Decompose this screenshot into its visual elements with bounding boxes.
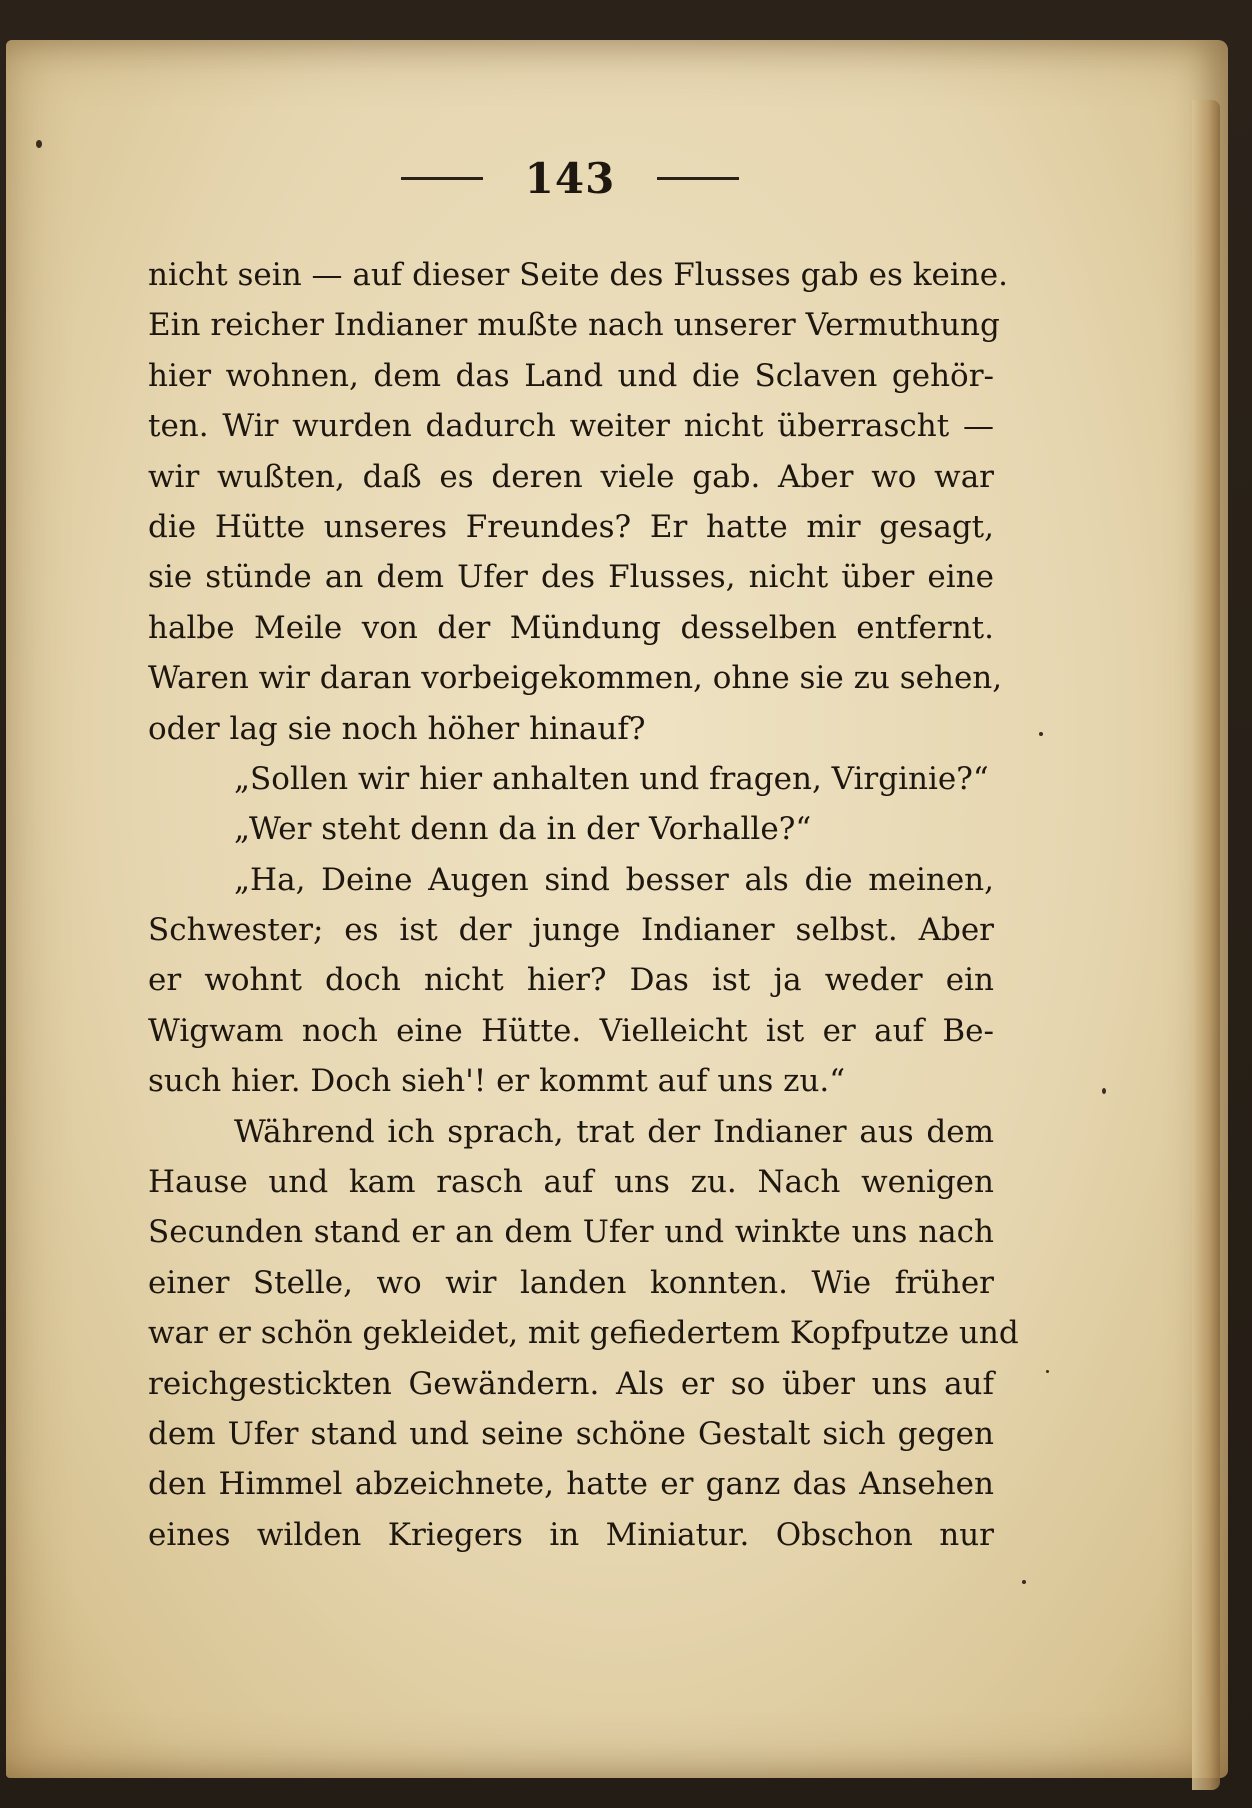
text-line: einer Stelle, wo wir landen konnten. Wie früher bbox=[148, 1264, 994, 1301]
text-line: ten. Wir wurden dadurch weiter nicht überrascht — bbox=[148, 408, 994, 445]
text-line: Hause und kam rasch auf uns zu. Nach wenigen bbox=[148, 1164, 994, 1201]
text-line: Schwester; es ist der junge Indianer selbst. Aber bbox=[148, 912, 994, 949]
text-line: hier wohnen, dem das Land und die Sclaven gehör- bbox=[148, 357, 994, 394]
text-line: such hier. Doch sieh'! er kommt auf uns zu.“ bbox=[148, 1063, 846, 1100]
text-line: reichgestickten Gewändern. Als er so über uns auf bbox=[148, 1365, 994, 1402]
text-line: Während ich sprach, trat der Indianer aus dem bbox=[234, 1113, 994, 1150]
text-line: Waren wir daran vorbeigekommen, ohne sie zu sehen, bbox=[148, 660, 1003, 697]
text-line: Wigwam noch eine Hütte. Vielleicht ist er auf Be- bbox=[148, 1012, 994, 1049]
book-edge bbox=[1192, 100, 1220, 1790]
text-line: die Hütte unseres Freundes? Er hatte mir gesagt, bbox=[148, 508, 994, 545]
text-line: dem Ufer stand und seine schöne Gestalt sich gegen bbox=[148, 1415, 994, 1452]
text-line: den Himmel abzeichnete, hatte er ganz das Ansehen bbox=[148, 1466, 994, 1503]
paper-speck bbox=[1102, 1088, 1106, 1094]
text-line: Ein reicher Indianer mußte nach unserer Vermuthung bbox=[148, 307, 1000, 344]
text-line: er wohnt doch nicht hier? Das ist ja weder ein bbox=[148, 962, 994, 999]
text-line: nicht sein — auf dieser Seite des Flusses gab es keine. bbox=[148, 257, 1008, 293]
text-line: war er schön gekleidet, mit gefiedertem Kopfputze und bbox=[148, 1315, 1019, 1352]
text-line: „Sollen wir hier anhalten und fragen, Virginie?“ bbox=[234, 760, 989, 797]
text-line: Secunden stand er an dem Ufer und winkte uns nach bbox=[148, 1214, 994, 1251]
paper-speck bbox=[1046, 1370, 1049, 1373]
header-rule-right bbox=[657, 177, 739, 180]
text-line: „Ha, Deine Augen sind besser als die meinen, bbox=[234, 861, 994, 898]
text-line: oder lag sie noch höher hinauf? bbox=[148, 710, 646, 747]
page-number: 143 bbox=[524, 153, 616, 203]
text-line: „Wer steht denn da in der Vorhalle?“ bbox=[234, 811, 812, 848]
text-line: sie stünde an dem Ufer des Flusses, nicht über eine bbox=[148, 559, 994, 596]
body-text bbox=[148, 250, 1019, 1560]
paper-speck bbox=[36, 140, 42, 148]
text-line: wir wußten, daß es deren viele gab. Aber wo war bbox=[148, 458, 994, 495]
paper-speck bbox=[1022, 1580, 1026, 1584]
header-rule-left bbox=[401, 177, 483, 180]
page-header bbox=[0, 148, 1140, 208]
paper-speck bbox=[1039, 732, 1043, 736]
text-line: eines wilden Kriegers in Miniatur. Obschon nur bbox=[148, 1516, 994, 1553]
text-line: halbe Meile von der Mündung desselben entfernt. bbox=[148, 609, 994, 646]
